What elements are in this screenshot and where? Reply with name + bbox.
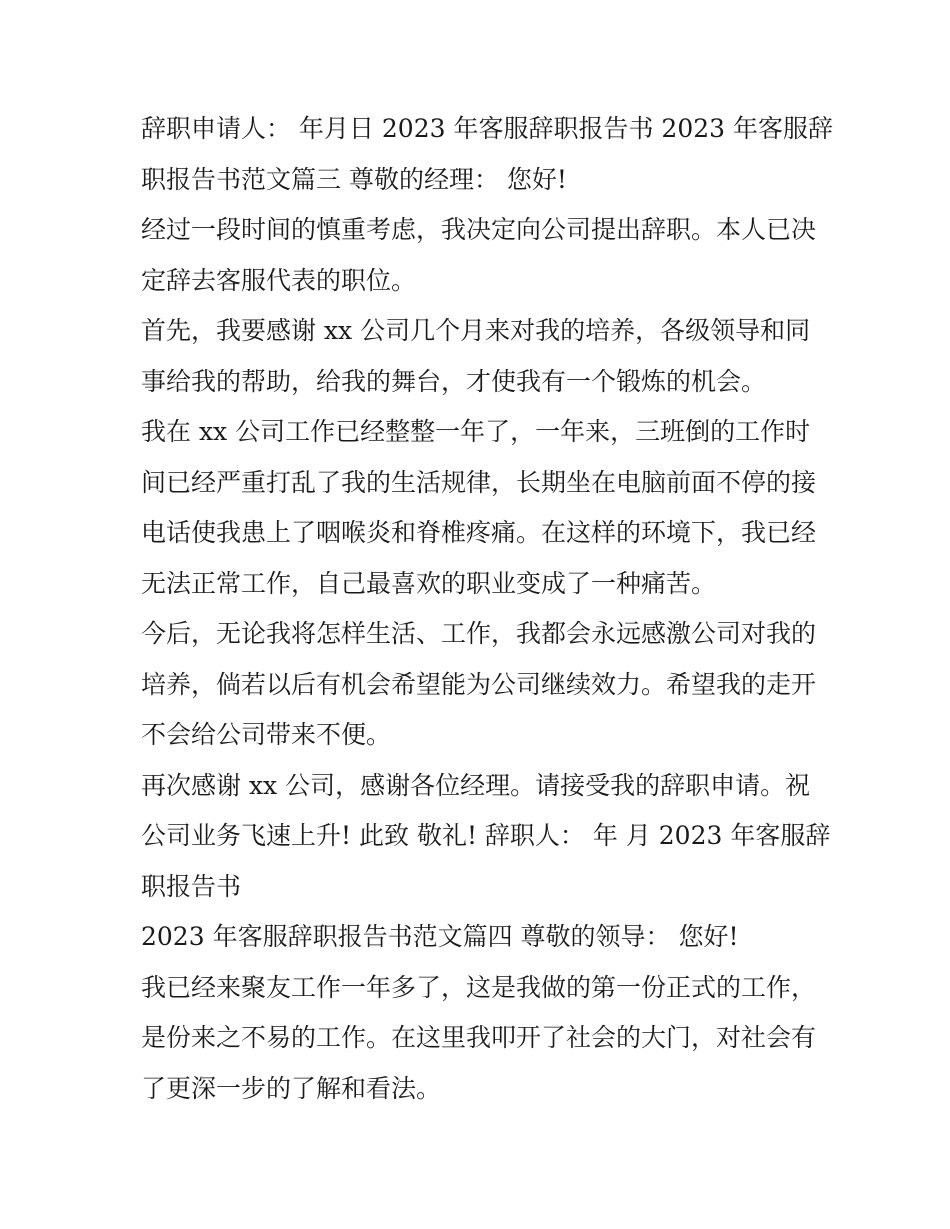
- text-line: 不会给公司带来不便。: [141, 720, 392, 749]
- text-line: 无法正常工作，自己最喜欢的职业变成了一种痛苦。: [141, 568, 717, 598]
- text-line: 经过一段时间的慎重考虑，我决定向公司提出辞职。本人已决: [141, 215, 817, 244]
- text-line: 公司业务飞速上升! 此致 敬礼! 辞职人： 年 月 2023 年客服辞: [141, 821, 831, 850]
- text-line: 辞职申请人： 年月日 2023 年客服辞职报告书 2023 年客服辞: [141, 114, 833, 143]
- text-line: 电话使我患上了咽喉炎和脊椎疼痛。在这样的环境下，我已经: [141, 518, 817, 547]
- paragraph-thanks: [141, 306, 821, 407]
- text-line: 再次感谢 xx 公司，感谢各位经理。请接受我的辞职申请。祝: [141, 770, 811, 800]
- text-line: 是份来之不易的工作。在这里我叩开了社会的大门，对社会有: [141, 1023, 817, 1052]
- paragraph-intro: [141, 963, 821, 1115]
- text-line: 职报告书范文篇三 尊敬的经理： 您好!: [141, 164, 567, 194]
- text-line: 2023 年客服辞职报告书范文篇四 尊敬的领导： 您好!: [141, 922, 739, 951]
- text-line: 职报告书: [141, 871, 242, 901]
- text-line: 今后，无论我将怎样生活、工作，我都会永远感激公司对我的: [141, 619, 817, 648]
- paragraph-header: [141, 104, 833, 205]
- text-line: 了更深一步的了解和看法。: [141, 1073, 442, 1103]
- text-line: 培养，倘若以后有机会希望能为公司继续效力。希望我的走开: [141, 669, 817, 699]
- text-line: 我在 xx 公司工作已经整整一年了，一年来，三班倒的工作时: [141, 417, 811, 446]
- paragraph-future: [141, 609, 821, 761]
- text-line: 我已经来聚友工作一年多了，这是我做的第一份正式的工作，: [141, 972, 817, 1002]
- paragraph-closing: [141, 761, 831, 913]
- paragraph-decision: [141, 205, 821, 306]
- paragraph-section-title: [141, 912, 821, 963]
- paragraph-reason: [141, 407, 821, 609]
- text-line: 定辞去客服代表的职位。: [141, 265, 417, 295]
- text-line: 间已经严重打乱了我的生活规律，长期坐在电脑前面不停的接: [141, 467, 817, 497]
- document-body: [141, 104, 833, 1114]
- text-line: 首先，我要感谢 xx 公司几个月来对我的培养，各级领导和同: [141, 316, 811, 345]
- text-line: 事给我的帮助，给我的舞台，才使我有一个锻炼的机会。: [141, 366, 767, 396]
